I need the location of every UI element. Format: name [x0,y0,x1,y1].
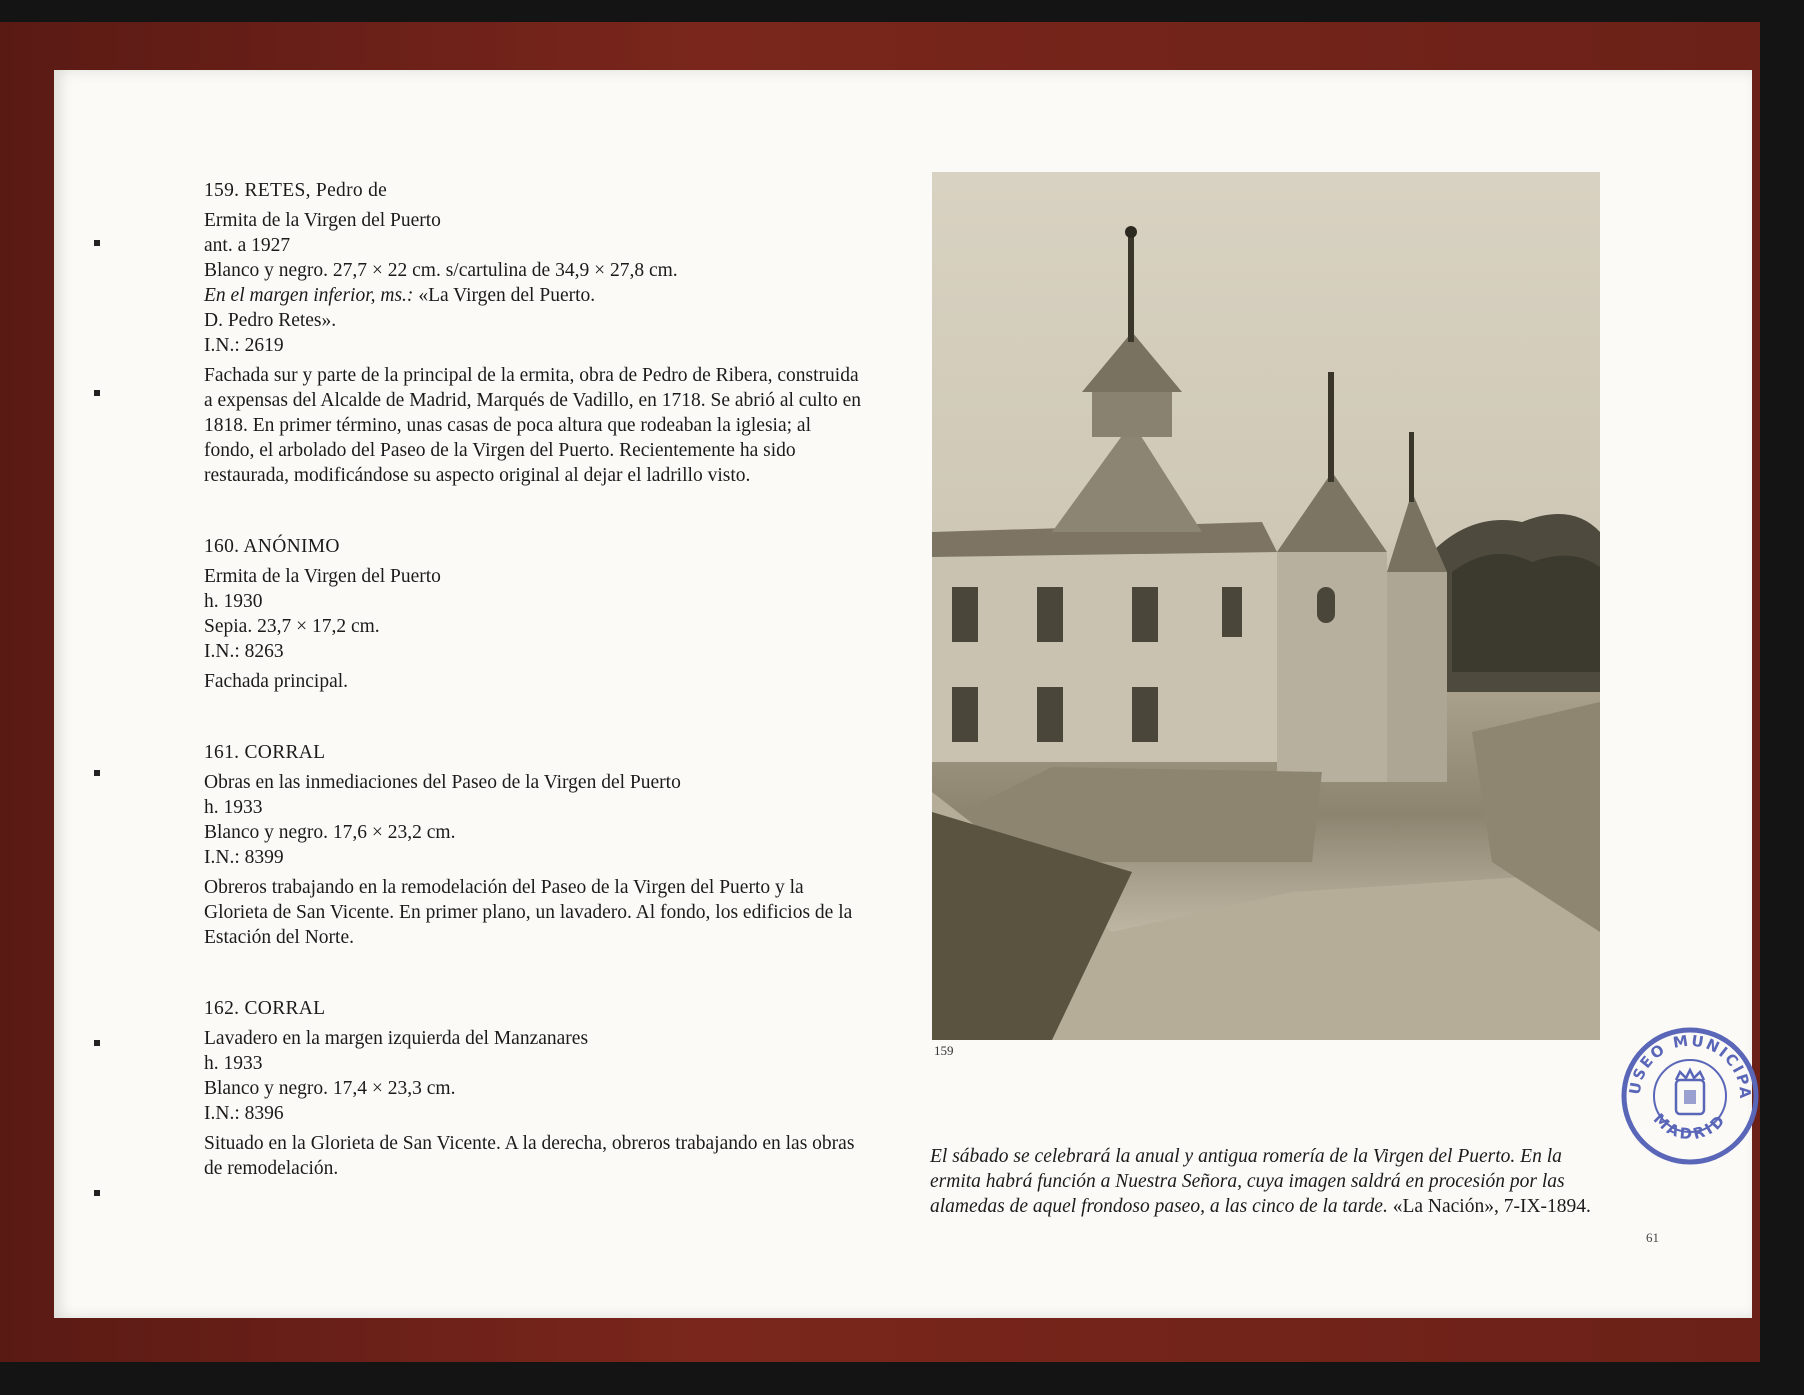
entry-description: Fachada sur y parte de la principal de la ermita, obra de Pedro de Ribera, construida a expensas del Alcalde de Madrid, Marqués de Vadillo, en 1718. Se abrió al culto en 1818. En primer término, unas casas de poca altura que rodeaban la iglesia; al fondo, el arbolado del Paseo de la Virgen del Puerto. Recientemente ha sido restaurada, modificándose su aspecto original al dejar el ladrillo visto. [204,365,862,486]
entry-date: h. 1933 [204,1053,263,1074]
entry-inventory: I.N.: 8396 [204,1103,284,1124]
entry-heading: 161. CORRAL [204,742,326,763]
entry-inventory: I.N.: 2619 [204,335,284,356]
entry-inscription-cont: D. Pedro Retes». [204,310,337,331]
entry-technique: Blanco y negro. 17,4 × 23,3 cm. [204,1078,456,1099]
photo-number: 159 [934,1043,954,1058]
page-number: 61 [1646,1230,1659,1245]
entry-heading: 162. CORRAL [204,998,326,1019]
entry-title: Obras en las inmediaciones del Paseo de la Virgen del Puerto [204,772,681,793]
entry-technique: Sepia. 23,7 × 17,2 cm. [204,616,380,637]
entry-description: Fachada principal. [204,671,349,692]
entry-heading: 159. RETES, Pedro de [204,180,388,201]
entry-heading: 160. ANÓNIMO [204,536,340,557]
entry-title: Lavadero en la margen izquierda del Manzanares [204,1028,589,1049]
catalog-entry-162 [204,996,864,1181]
entry-title: Ermita de la Virgen del Puerto [204,566,441,587]
caption-source: «La Nación», 7-IX-1894. [1392,1196,1591,1217]
catalog-entry-160 [204,534,864,694]
binding-marks [94,230,104,1330]
entry-date: h. 1930 [204,591,263,612]
catalog-entries [204,178,864,1227]
catalog-entry-161 [204,740,864,950]
stamp-seal-icon [1616,1022,1764,1170]
museum-stamp [1616,1022,1764,1170]
catalog-entry-159 [204,178,864,488]
entry-date: ant. a 1927 [204,235,291,256]
entry-technique: Blanco y negro. 27,7 × 22 cm. s/cartulina de 34,9 × 27,8 cm. [204,260,678,281]
inscription-label: En el margen inferior, ms.: [204,285,414,306]
entry-description: Obreros trabajando en la remodelación del Paseo de la Virgen del Puerto y la Glorieta de San Vicente. En primer plano, un lavadero. Al fondo, los edificios de la Estación del Norte. [204,877,853,948]
entry-description: Situado en la Glorieta de San Vicente. A la derecha, obreros trabajando en las obras de remodelación. [204,1133,855,1179]
photo-caption [930,1144,1602,1219]
entry-inventory: I.N.: 8399 [204,847,284,868]
inscription-text: «La Virgen del Puerto. [413,285,596,306]
entry-date: h. 1933 [204,797,263,818]
entry-title: Ermita de la Virgen del Puerto [204,210,441,231]
svg-text:MUSEO MUNICIPAL: USEO MUNICIPA [1625,1031,1755,1101]
entry-technique: Blanco y negro. 17,6 × 23,2 cm. [204,822,456,843]
entry-inscription [204,283,864,308]
entry-inventory: I.N.: 8263 [204,641,284,662]
hermitage-photo-drawing [932,172,1600,1040]
svg-text:MADRID: MADRID [1649,1109,1731,1144]
photograph-159 [932,172,1600,1040]
caption-text: El sábado se celebrará la anual y antigua romería de la Virgen del Puerto. En la ermita habrá función a Nuestra Señora, cuya imagen saldrá en procesión por las alamedas de aquel frondoso paseo, a las cinco de la tarde. [930,1146,1565,1217]
